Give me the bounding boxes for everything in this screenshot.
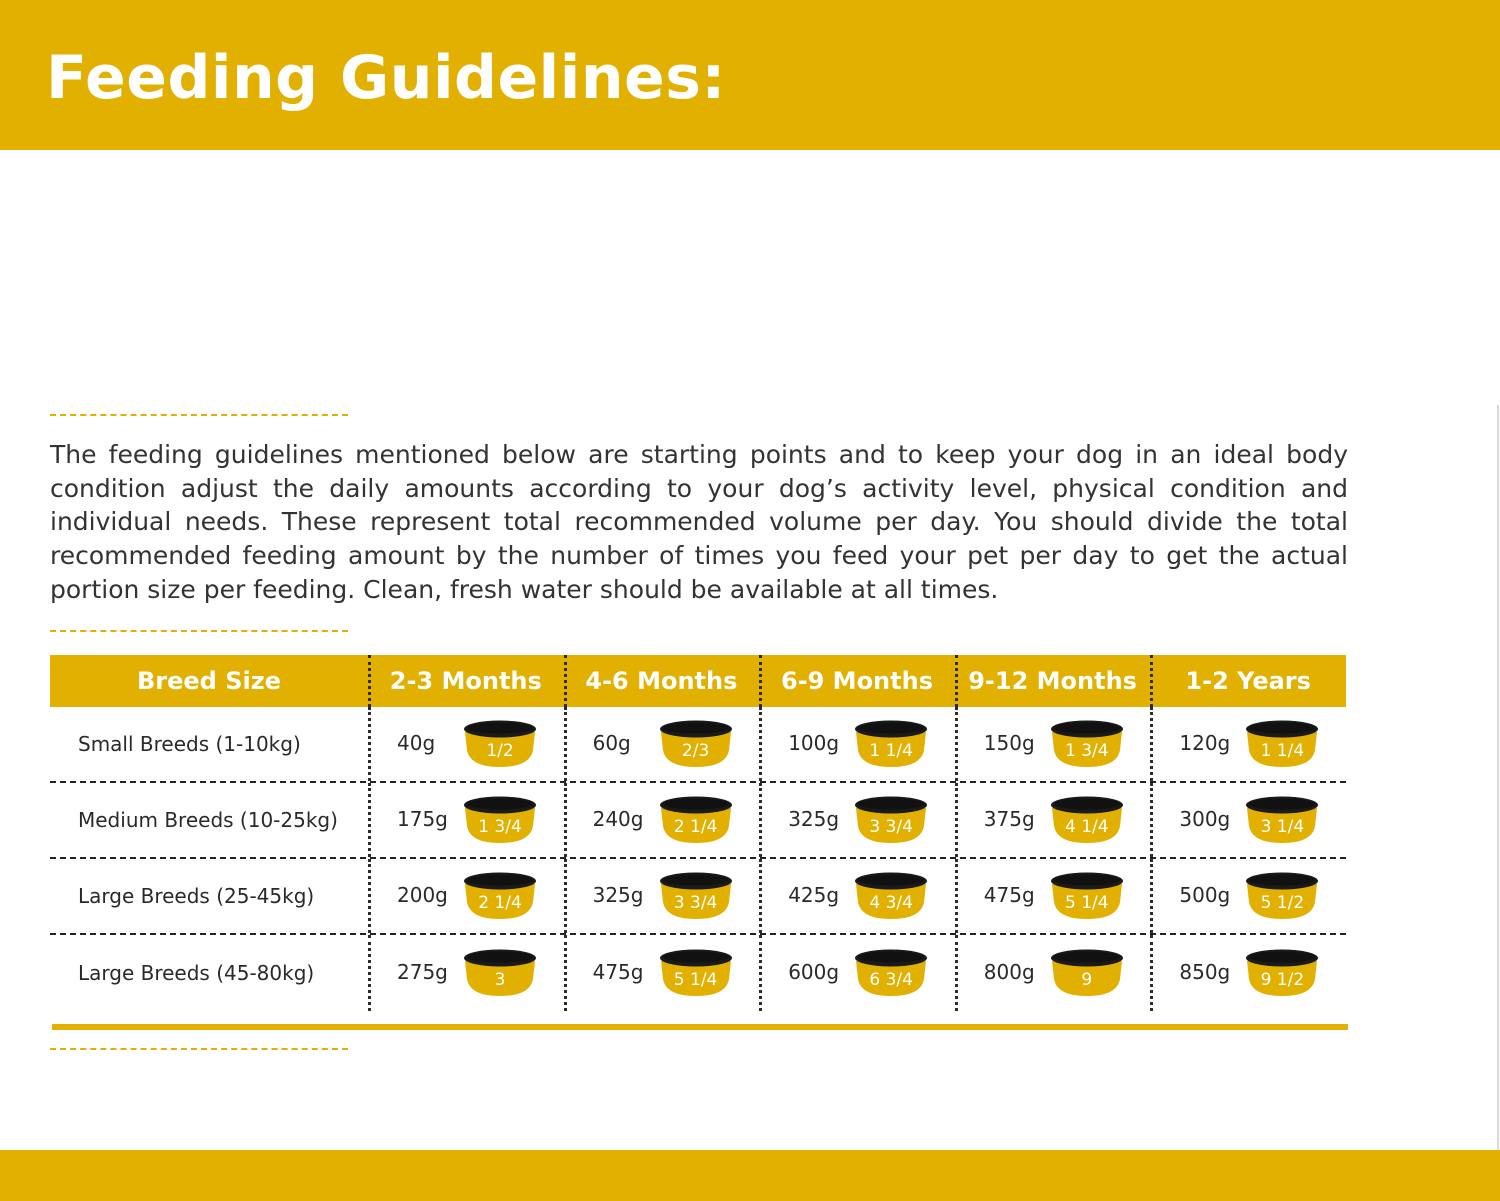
- breed-label: Medium Breeds (10-25kg): [78, 808, 338, 832]
- bowl-icon: [1245, 795, 1319, 845]
- grams-value: 100g: [788, 730, 840, 755]
- column-header: Breed Size: [137, 667, 281, 695]
- header-banner: [0, 0, 1500, 150]
- dashed-divider-middle: [50, 630, 348, 632]
- column-header: 4-6 Months: [564, 655, 760, 707]
- breed-cell: [50, 935, 368, 1011]
- bowl-icon: [854, 719, 928, 769]
- bowl-icon: [1245, 871, 1319, 921]
- cups-value: 5 1/2: [1260, 893, 1305, 913]
- column-header: 1-2 Years: [1150, 655, 1346, 707]
- amount-cell: [564, 935, 760, 1011]
- breed-label: Large Breeds (25-45kg): [78, 884, 315, 908]
- table-body: [50, 707, 1346, 1011]
- column-header: 2-3 Months: [368, 655, 564, 707]
- amount-cell: [955, 707, 1151, 781]
- bowl-icon: [463, 795, 537, 845]
- breed-cell: [50, 859, 368, 933]
- page-title: Feeding Guidelines:: [46, 43, 726, 113]
- bowl-icon: [463, 871, 537, 921]
- amount-cell: [955, 783, 1151, 857]
- cups-value: 9 1/2: [1260, 970, 1305, 990]
- grams-value: 500g: [1179, 882, 1231, 907]
- table-row: [50, 783, 1346, 859]
- bowl-icon: [1245, 948, 1319, 998]
- grams-value: 150g: [983, 730, 1035, 755]
- bowl-icon: [659, 719, 733, 769]
- amount-cell: [759, 859, 955, 933]
- bowl-icon: [854, 795, 928, 845]
- cups-value: 1 1/4: [869, 741, 913, 761]
- grams-value: 375g: [983, 806, 1035, 831]
- bowl-icon: [659, 795, 733, 845]
- grams-value: 40g: [397, 730, 436, 755]
- breed-cell: [50, 783, 368, 857]
- footer-banner: [0, 1150, 1500, 1201]
- amount-cell: [955, 859, 1151, 933]
- cups-value: 2/3: [681, 741, 710, 761]
- table-row: [50, 935, 1346, 1011]
- amount-cell: [955, 935, 1151, 1011]
- amount-cell: [1150, 859, 1346, 933]
- bowl-icon: [854, 948, 928, 998]
- amount-cell: [368, 707, 564, 781]
- amount-cell: [1150, 707, 1346, 781]
- grams-value: 275g: [397, 959, 448, 984]
- amount-cell: [564, 783, 760, 857]
- grams-value: 475g: [983, 882, 1035, 907]
- cups-value: 1 3/4: [1064, 741, 1109, 761]
- cups-value: 3 3/4: [869, 817, 913, 837]
- grams-value: 240g: [592, 806, 644, 831]
- cups-value: 6 3/4: [869, 970, 913, 990]
- amount-cell: [368, 859, 564, 933]
- grams-value: 200g: [397, 882, 448, 907]
- breed-cell: [50, 707, 368, 781]
- amount-cell: [564, 859, 760, 933]
- dashed-divider-bottom: [50, 1048, 348, 1050]
- bowl-icon: [1050, 795, 1124, 845]
- cups-value: 4 3/4: [869, 893, 913, 913]
- grams-value: 325g: [788, 806, 840, 831]
- grams-value: 60g: [592, 730, 631, 755]
- table-row: [50, 859, 1346, 935]
- dashed-divider-top: [50, 414, 348, 416]
- table-header: [50, 655, 1346, 707]
- amount-cell: [759, 783, 955, 857]
- breed-label: Large Breeds (45-80kg): [78, 961, 315, 985]
- grams-value: 325g: [592, 882, 644, 907]
- grams-value: 600g: [788, 959, 840, 984]
- bowl-icon: [1050, 948, 1124, 998]
- bowl-icon: [854, 871, 928, 921]
- cups-value: 1/2: [486, 741, 514, 761]
- grams-value: 425g: [788, 882, 840, 907]
- amount-cell: [1150, 935, 1346, 1011]
- amount-cell: [368, 783, 564, 857]
- cups-value: 5 1/4: [1064, 893, 1109, 913]
- grams-value: 120g: [1179, 730, 1231, 755]
- intro-paragraph: The feeding guidelines mentioned below are starting points and to keep your dog in an ideal body condition adjust the daily amounts according to your dog’s activity level, physical condition and individual needs. These represent total recommended volume per day. You should divide the total recommended feeding amount by the number of times you feed your pet per day to get the actual portion size per feeding. Clean, fresh water should be available at all times.: [50, 440, 1348, 604]
- grams-value: 175g: [397, 806, 448, 831]
- cups-value: 9: [1081, 970, 1093, 990]
- column-header: 6-9 Months: [759, 655, 955, 707]
- cups-value: 2 1/4: [673, 817, 718, 837]
- amount-cell: [564, 707, 760, 781]
- table-row: [50, 707, 1346, 783]
- right-edge-rule: [1497, 405, 1499, 1150]
- cups-value: 3 3/4: [673, 893, 718, 913]
- cups-value: 1 1/4: [1260, 741, 1305, 761]
- bowl-icon: [463, 948, 537, 998]
- cups-value: 4 1/4: [1064, 817, 1109, 837]
- amount-cell: [759, 935, 955, 1011]
- breed-label: Small Breeds (1-10kg): [78, 732, 301, 756]
- grams-value: 800g: [983, 959, 1035, 984]
- amount-cell: [759, 707, 955, 781]
- cups-value: 3 1/4: [1260, 817, 1305, 837]
- grams-value: 850g: [1179, 959, 1231, 984]
- grams-value: 300g: [1179, 806, 1231, 831]
- amount-cell: [368, 935, 564, 1011]
- bowl-icon: [1050, 871, 1124, 921]
- cups-value: 2 1/4: [478, 893, 522, 913]
- bowl-icon: [1050, 719, 1124, 769]
- bowl-icon: [463, 719, 537, 769]
- cups-value: 5 1/4: [673, 970, 718, 990]
- bowl-icon: [659, 948, 733, 998]
- grams-value: 475g: [592, 959, 644, 984]
- cups-value: 3: [494, 970, 506, 990]
- bowl-icon: [659, 871, 733, 921]
- bowl-icon: [1245, 719, 1319, 769]
- cups-value: 1 3/4: [478, 817, 522, 837]
- table-bottom-bar: [52, 1024, 1348, 1030]
- feeding-table: [50, 655, 1346, 1011]
- column-header: 9-12 Months: [955, 655, 1151, 707]
- amount-cell: [1150, 783, 1346, 857]
